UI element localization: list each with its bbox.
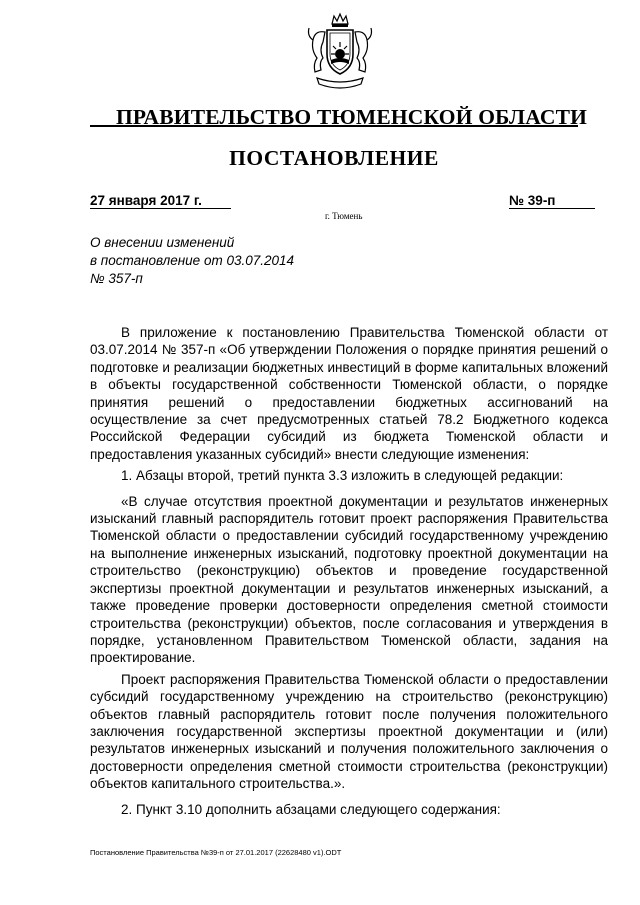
body-paragraph: В приложение к постановлению Правительства Тюменской области от 03.07.2014 № 357-п «Об утверждении Положения о порядке принятия решений о подготовке и реализации бюджетных инвестиций в форме капитальных вложений в объекты государственной собственности Тюменской области, о порядке принятия решений о предоставлении бюджетных ассигнований на осуществление за счет предусмотренных статьей 78.2 Бюджетного кодекса Российской Федерации субсидий из бюджета Тюменской области и предоставления указанных субсидий» внести следующие изменения: xyxy=(90,325,608,462)
document-city: г. Тюмень xyxy=(325,211,363,221)
body-paragraph: 2. Пункт 3.10 дополнить абзацами следующего содержания: xyxy=(121,801,501,817)
number-underline xyxy=(509,208,595,209)
document-subject xyxy=(90,234,294,288)
coat-of-arms-emblem xyxy=(303,12,377,92)
title-divider xyxy=(90,125,578,127)
document-number: № 39-п xyxy=(509,193,556,208)
subject-line: в постановление от 03.07.2014 xyxy=(90,253,295,268)
document-footer: Постановление Правительства №39-п от 27.01.2017 (22628480 v1).ODT xyxy=(90,848,342,857)
document-date: 27 января 2017 г. xyxy=(90,193,202,208)
government-title: ПРАВИТЕЛЬСТВО ТЮМЕНСКОЙ ОБЛАСТИ xyxy=(116,105,588,129)
document-body xyxy=(90,324,608,826)
body-paragraph: Проект распоряжения Правительства Тюменской области о предоставлении субсидий государственному учреждению на строительство (реконструкцию) объектов главный распорядитель готовит после получения положительного заключения государственной экспертизы проектной документации и (или) результатов инженерных изысканий и получения положительного заключения о достоверности определения сметной стоимости строительства (реконструкции) объектов капитального строительства.». xyxy=(90,671,608,792)
subject-line: № 357-п xyxy=(90,271,143,286)
date-underline xyxy=(90,208,231,209)
document-type: ПОСТАНОВЛЕНИЕ xyxy=(229,146,439,170)
body-paragraph: 1. Абзацы второй, третий пункта 3.3 изложить в следующей редакции: xyxy=(121,468,564,484)
body-paragraph: «В случае отсутствия проектной документации и результатов инженерных изысканий главный распорядитель готовит проект распоряжения Правительства Тюменской области о предоставлении субсидий государственному учреждению на выполнение инженерных изысканий, подготовку проектной документации на строительство (реконструкцию) объектов и проведение государственной экспертизы проектной документации и результатов инженерных изысканий, а также проведение проверки достоверности определения сметной стоимости строительства (реконструкции) объектов, после согласования и утверждения в порядке, установленном Правительством Тюменской области, задания на проектирование. xyxy=(90,493,608,666)
subject-line: О внесении изменений xyxy=(90,235,235,250)
